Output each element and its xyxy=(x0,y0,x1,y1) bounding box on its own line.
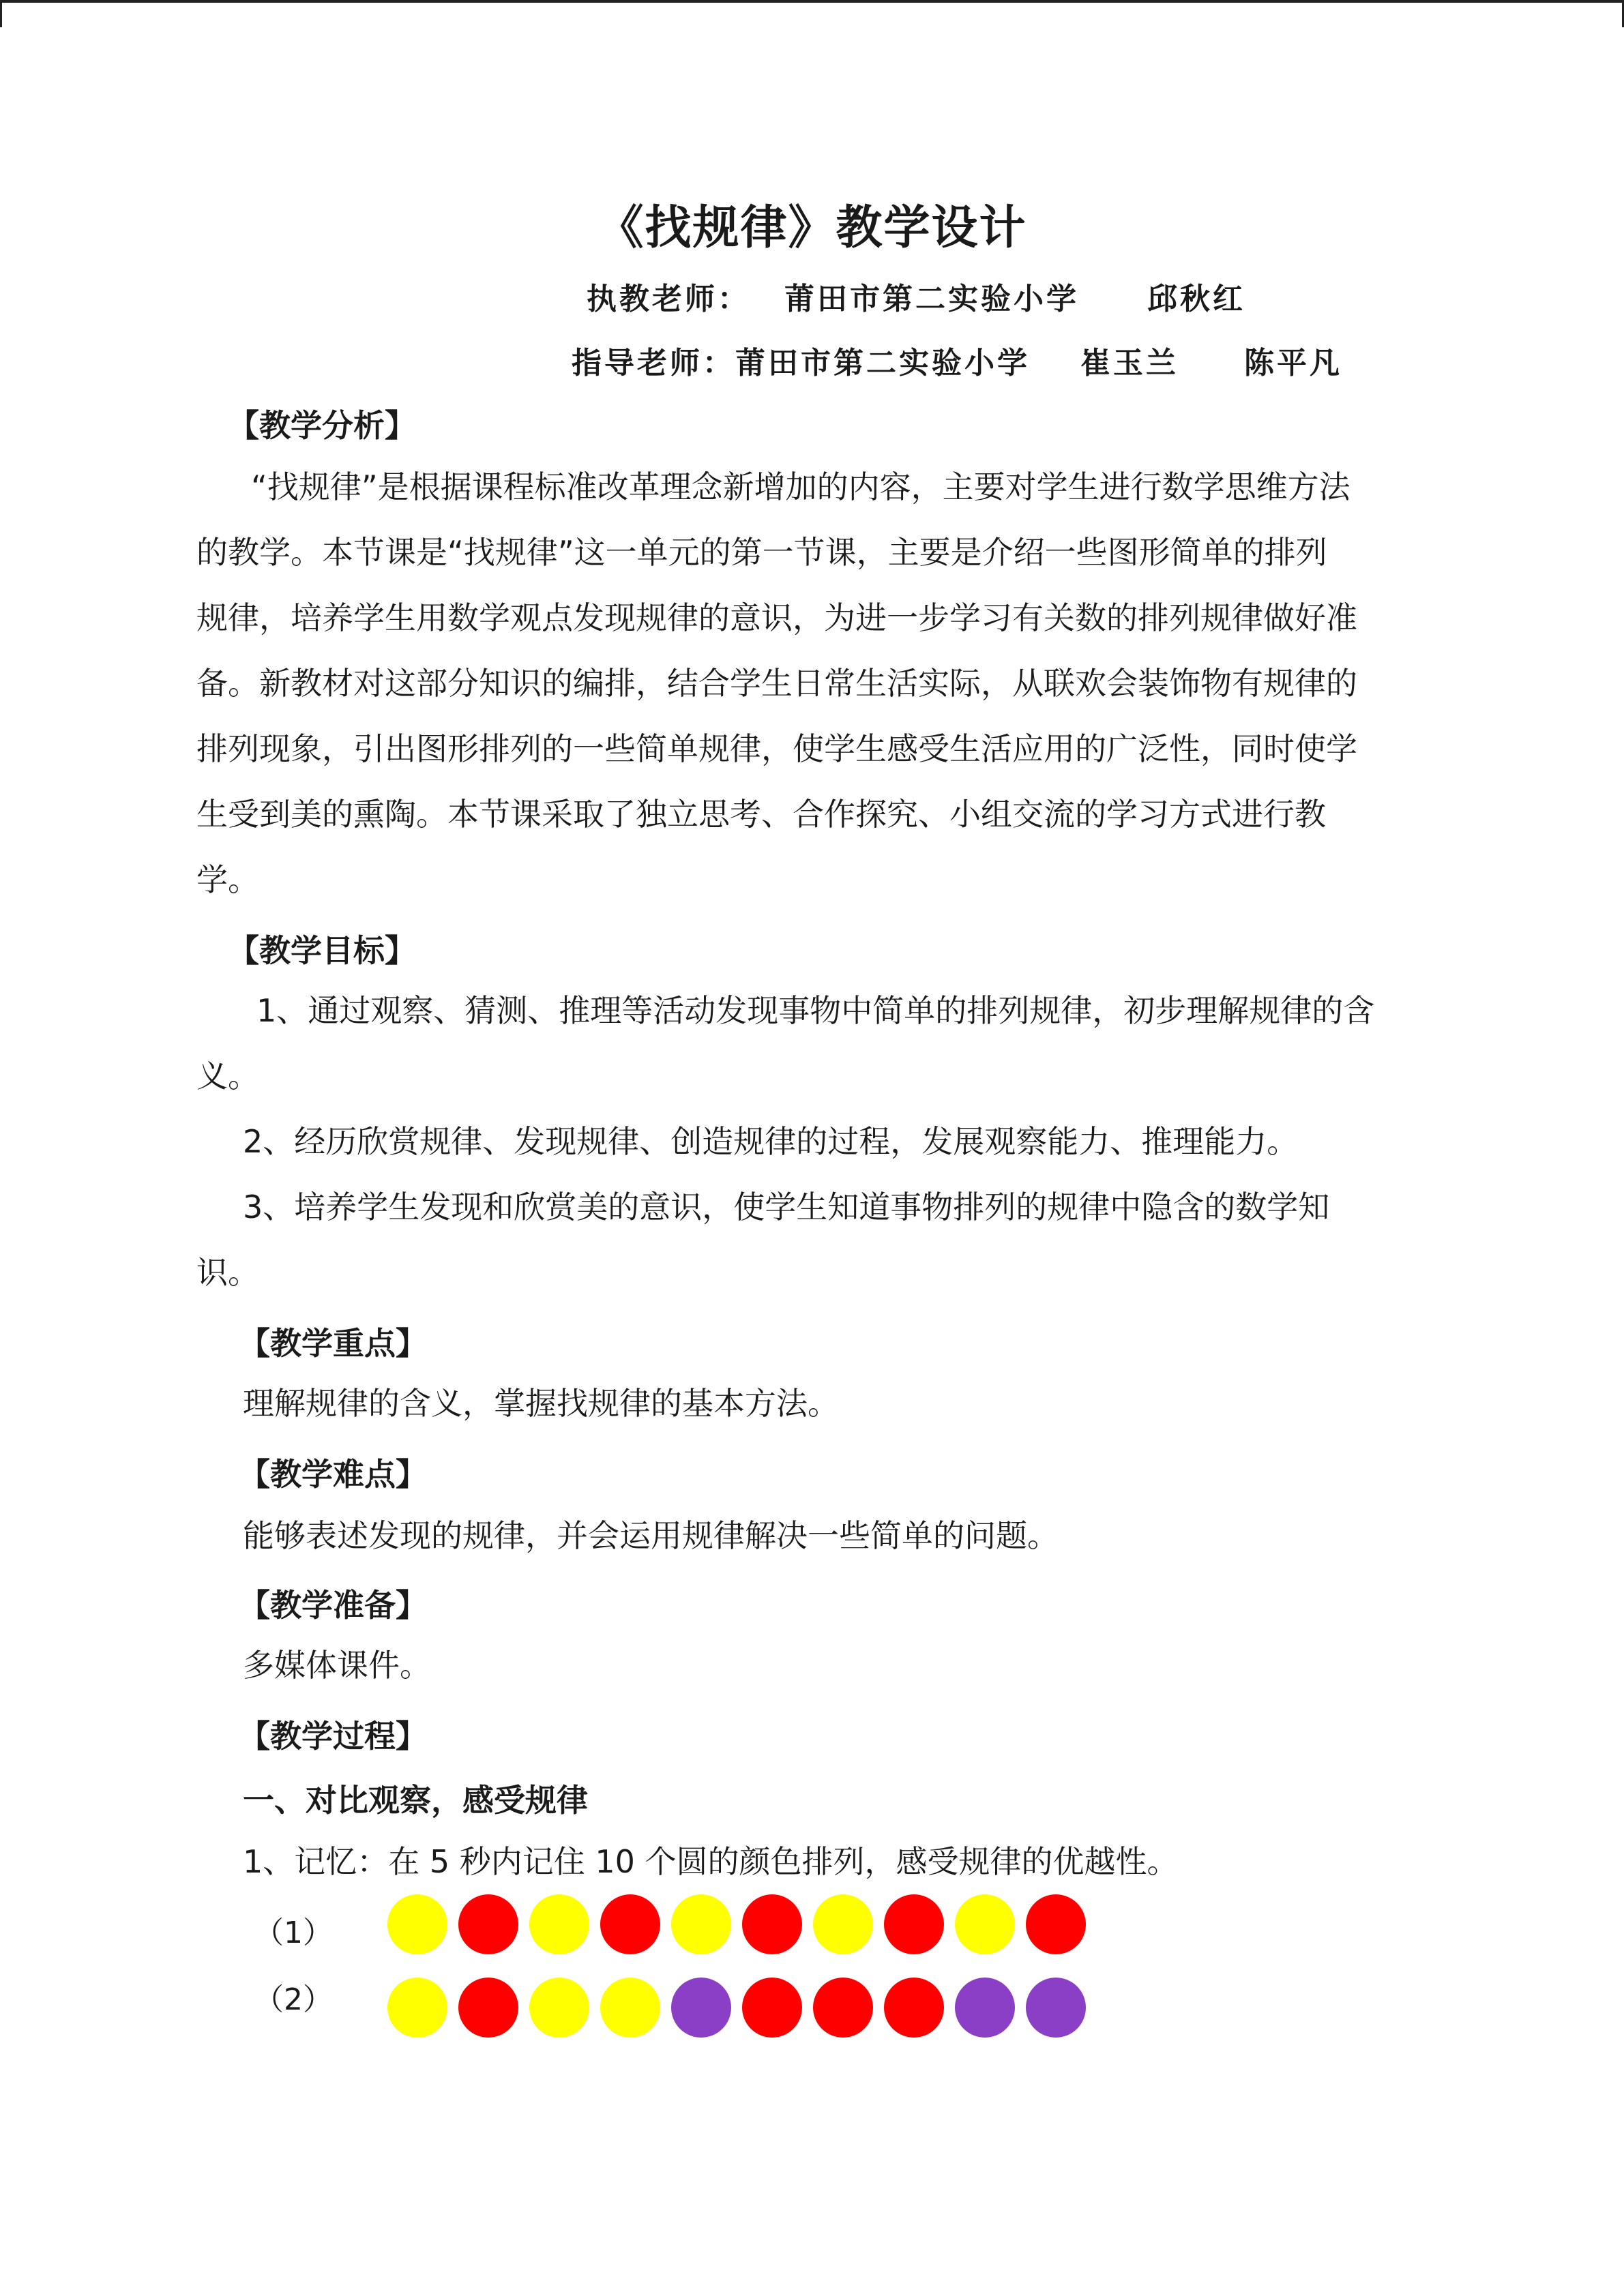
circle-yellow xyxy=(529,1894,589,1954)
page-left-border xyxy=(0,0,2,27)
circle-yellow xyxy=(387,1978,447,2038)
circle-red xyxy=(458,1894,518,1954)
advisor-school: 莆田市第二实验小学 xyxy=(735,346,1030,381)
circle-row-1 xyxy=(387,1894,1086,1954)
circle-red xyxy=(458,1978,518,2038)
instructor-name: 邱秋红 xyxy=(1147,282,1245,316)
memory-instruction: 1、记忆：在 5 秒内记住 10 个圆的颜色排列，感受规律的优越性。 xyxy=(243,1843,1179,1880)
circle-purple xyxy=(671,1978,731,2038)
circle-yellow xyxy=(671,1894,731,1954)
circle-red xyxy=(884,1978,944,2038)
circle-red xyxy=(600,1894,660,1954)
goal-3-line-1: 3、培养学生发现和欣赏美的意识，使学生知道事物排列的规律中隐含的数学知 xyxy=(243,1189,1330,1225)
goals-heading: 【教学目标】 xyxy=(228,932,416,969)
circle-purple xyxy=(955,1978,1015,2038)
circle-red xyxy=(1026,1894,1086,1954)
goal-1-line-2: 义。 xyxy=(196,1058,259,1094)
key-point-text: 理解规律的含义，掌握找规律的基本方法。 xyxy=(243,1385,839,1422)
preparation-heading: 【教学准备】 xyxy=(239,1587,427,1624)
instructor-school: 莆田市第二实验小学 xyxy=(784,282,1079,316)
row-2-label: （2） xyxy=(254,1982,333,2017)
analysis-line: 备。新教材对这部分知识的编排，结合学生日常生活实际，从联欢会装饰物有规律的 xyxy=(196,665,1357,702)
goal-1-line-1: 1、通过观察、猜测、推理等活动发现事物中简单的排列规律，初步理解规律的含 xyxy=(256,992,1375,1029)
analysis-line: 生受到美的熏陶。本节课采取了独立思考、合作探究、小组交流的学习方式进行教 xyxy=(196,796,1326,833)
process-heading: 【教学过程】 xyxy=(239,1718,427,1755)
difficulty-heading: 【教学难点】 xyxy=(239,1456,427,1493)
circle-row-2 xyxy=(387,1978,1086,2038)
advisor-name-1: 崔玉兰 xyxy=(1080,346,1179,381)
circle-purple xyxy=(1026,1978,1086,2038)
circle-red xyxy=(742,1894,802,1954)
analysis-line: 学。 xyxy=(196,861,259,898)
circle-red xyxy=(884,1894,944,1954)
circle-yellow xyxy=(813,1894,873,1954)
analysis-line: 规律，培养学生用数学观点发现规律的意识，为进一步学习有关数的排列规律做好准 xyxy=(196,599,1357,636)
document-title: 《找规律》教学设计 xyxy=(597,201,1027,255)
page-top-border xyxy=(0,0,1624,3)
advisor-name-2: 陈平凡 xyxy=(1244,346,1342,381)
row-1-label: （1） xyxy=(254,1915,333,1950)
advisor-line xyxy=(572,338,1342,382)
circle-yellow xyxy=(529,1978,589,2038)
circle-yellow xyxy=(387,1894,447,1954)
step-1-heading: 一、对比观察，感受规律 xyxy=(243,1782,588,1819)
analysis-line: 的教学。本节课是“找规律”这一单元的第一节课，主要是介绍一些图形简单的排列 xyxy=(196,534,1327,571)
difficulty-text: 能够表述发现的规律，并会运用规律解决一些简单的问题。 xyxy=(243,1517,1059,1554)
goal-3-line-2: 识。 xyxy=(196,1254,259,1291)
circle-red xyxy=(813,1978,873,2038)
advisor-label: 指导老师： xyxy=(572,346,735,381)
instructor-line xyxy=(587,274,1245,318)
circle-yellow xyxy=(600,1978,660,2038)
key-point-heading: 【教学重点】 xyxy=(239,1325,427,1362)
goals-list xyxy=(196,978,1424,1305)
analysis-line: “找规律”是根据课程标准改革理念新增加的内容，主要对学生进行数学思维方法 xyxy=(251,468,1350,505)
analysis-line: 排列现象，引出图形排列的一些简单规律，使学生感受生活应用的广泛性，同时使学 xyxy=(196,730,1357,767)
analysis-paragraph xyxy=(196,454,1424,912)
instructor-label: 执教老师： xyxy=(587,282,750,316)
circle-yellow xyxy=(955,1894,1015,1954)
circle-red xyxy=(742,1978,802,2038)
goal-2: 2、经历欣赏规律、发现规律、创造规律的过程，发展观察能力、推理能力。 xyxy=(243,1123,1299,1160)
preparation-text: 多媒体课件。 xyxy=(243,1647,431,1684)
analysis-heading: 【教学分析】 xyxy=(228,407,416,444)
